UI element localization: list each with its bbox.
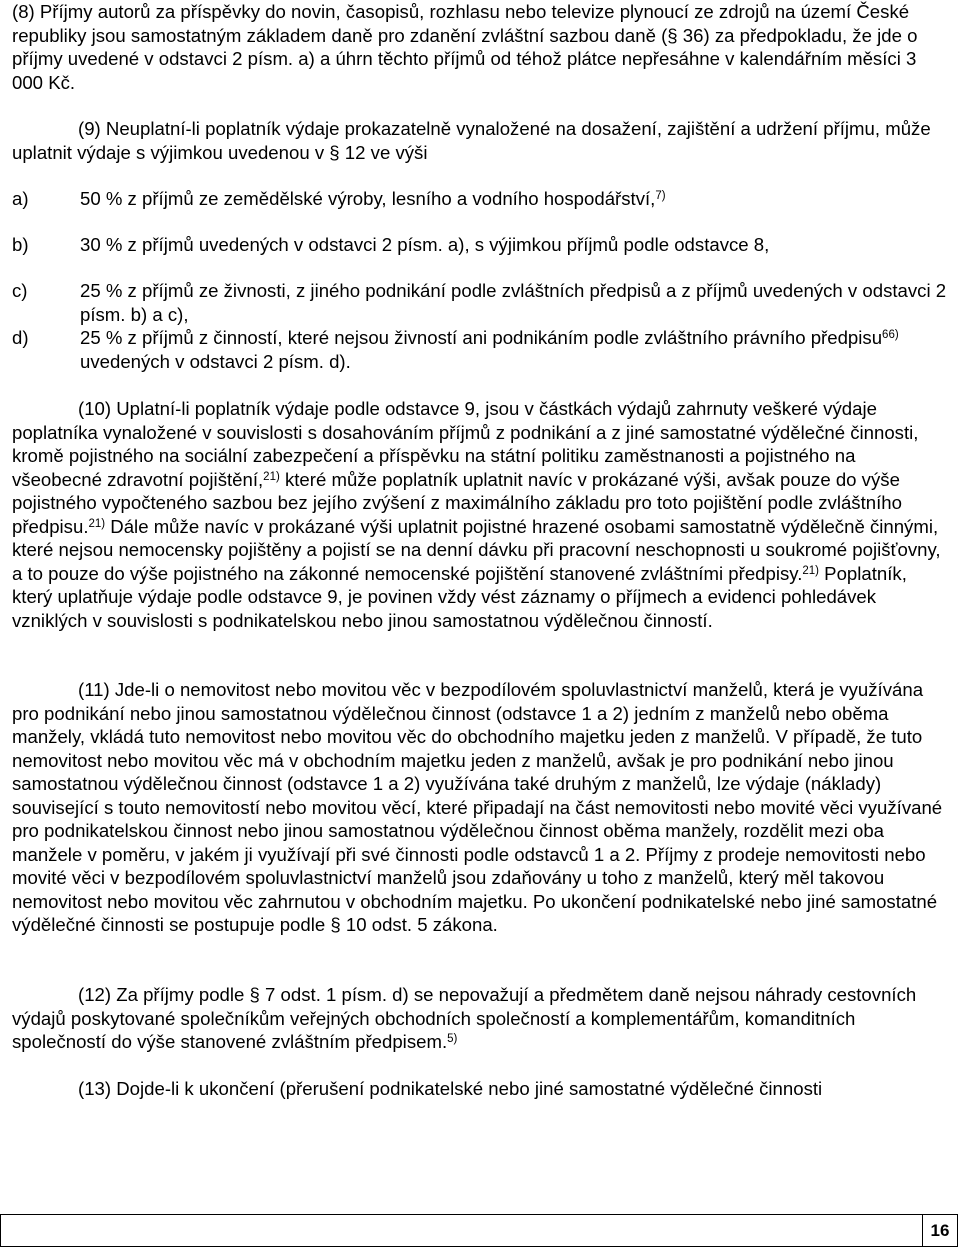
paragraph-8: [12, 0, 950, 94]
paragraph-10-part-a: (10) Uplatní-li poplatník výdaje podle odstavce 9, jsou v částkách výdajů zahrnuty veškeré výdaje poplatníka vynaložené v souvislosti s dosahováním příjmů z podnikání a z jiné samostatné výdělečné činnosti, kromě pojistného na sociální zabezpečení a příspěvku na státní politiku zaměstnanosti a pojistného na všeobecné zdravotní pojištění,: [12, 398, 919, 490]
page-number: 16: [922, 1215, 957, 1246]
list-item-text: 25 % z příjmů ze živnosti, z jiného podnikání podle zvláštních předpisů a z příjmů uvedených v odstavci 2 písm. b) a c),: [80, 280, 947, 325]
list-item-text-body: 50 % z příjmů ze zemědělské výroby, lesního a vodního hospodářství,: [80, 188, 656, 209]
list-item-marker: a): [12, 188, 29, 209]
footnote-ref: 21): [88, 517, 106, 530]
paragraph-8-text: (8) Příjmy autorů za příspěvky do novin, časopisů, rozhlasu nebo televize plynoucí ze zdrojů na území České republiky jsou samostatným základem daně pro zdanění zvláštní sazbou daně (§ 36) za předpokladu, že jde o příjmy uvedené v odstavci 2 písm. a) a úhrn těchto příjmů od téhož plátce nepřesáhne v kalendářním měsíci 3 000 Kč.: [12, 1, 918, 93]
list-item-marker: d): [12, 327, 29, 348]
footnote-ref: 5): [447, 1033, 458, 1045]
footnote-ref: 21): [263, 470, 280, 483]
list-item-marker: c): [12, 280, 28, 301]
list-item-text-body: 25 % z příjmů z činností, které nejsou živností ani podnikáním podle zvláštního právního předpisu: [80, 327, 883, 348]
footnote-ref: 66): [882, 329, 899, 341]
list-item-text: 30 % z příjmů uvedených v odstavci 2 písm. a), s výjimkou příjmů podle odstavce 8,: [80, 234, 770, 255]
list-item-text-tail: uvedených v odstavci 2 písm. d).: [80, 350, 351, 372]
paragraph-10-part-d: Poplatník, který uplatňuje výdaje podle odstavce 9, je povinen vždy vést záznamy o příjmech a evidenci pohledávek vzniklých v souvislosti s podnikatelskou nebo jinou samostatnou výdělečnou činností.: [12, 562, 907, 631]
paragraph-12-text: (12) Za příjmy podle § 7 odst. 1 písm. d) se nepovažují a předmětem daně nejsou náhrady cestovních výdajů poskytované společníkům veřejných obchodních společností a komplementářům, komanditních společností do výše stanovené zvláštním předpisem.: [12, 984, 917, 1052]
list-item-text: [80, 326, 950, 373]
paragraph-11: [12, 678, 950, 937]
list-item-text: [80, 187, 950, 211]
paragraph-10-part-b: které může poplatník uplatnit navíc v prokázané výši, avšak pouze do výše pojistného vypočteného sazbou bez jejího zvýšení z maximálního základu pro toto pojištění podle zvláštního předpisu.: [12, 468, 902, 537]
list-item-c: [12, 279, 950, 326]
paragraph-13-text: (13) Dojde-li k ukončení (přerušení podnikatelské nebo jiné samostatné výdělečné činnosti: [78, 1078, 823, 1099]
list-item-b: [12, 233, 950, 257]
paragraph-11-text: (11) Jde-li o nemovitost nebo movitou věc v bezpodílovém spoluvlastnictví manželů, která je využívána pro podnikání nebo jinou samostatnou výdělečnou činnost (odstavce 1 a 2) jedním z manželů nebo oběma manžely, vkládá tuto nemovitost nebo movitou věc do obchodního majetku jeden z manželů. V případě, že tuto nemovitost nebo movitou věc má v obchodním majetku jeden z manželů, avšak je pro podnikání nebo jinou samostatnou výdělečnou činnost (odstavce 1 a 2) využívána také druhým z manželů, lze výdaje (náklady) související s touto nemovitostí nebo movitou věcí, které připadají na část nemovitosti nebo movité věci využívané pro podnikatelskou činnost nebo jinou samostatnou výdělečnou činnost oběma manžely, rozdělit mezi oba manžele v poměru, v jakém ji využívají při své činnosti podle odstavců 1 a 2. Příjmy z prodeje nemovitosti nebo movité věci v bezpodílovém spoluvlastnictví manželů jsou zdaňovány u toho z manželů, který měl takovou nemovitost nebo movitou věc zahrnutou v obchodním majetku. Po ukončení podnikatelské nebo jiné samostatné výdělečné činnosti se postupuje podle § 10 odst. 5 zákona.: [12, 679, 943, 935]
paragraph-10: [12, 397, 950, 632]
footnote-ref: 21): [802, 564, 819, 577]
paragraph-12: [12, 983, 950, 1054]
page-footer: [0, 1214, 958, 1247]
list-item-d: [12, 326, 950, 373]
paragraph-9-intro: [12, 117, 950, 164]
list-item-marker: b): [12, 234, 29, 255]
paragraph-9-intro-text: (9) Neuplatní-li poplatník výdaje prokazatelně vynaložené na dosažení, zajištění a udržení příjmu, může uplatnit výdaje s výjimkou uvedenou v § 12 ve výši: [12, 118, 931, 163]
list-item-a: [12, 187, 950, 211]
paragraph-10-part-c: Dále může navíc v prokázané výši uplatnit pojistné hrazené osobami samostatně výdělečně činnými, které nejsou nemocensky pojištěny a pojistí se na denní dávku při pracovní neschopnosti u soukromé pojišťovny, a to pouze do výše pojistného na zákonné nemocenské pojištění stanovené zvláštními předpisy.: [12, 515, 941, 584]
footnote-ref: 7): [655, 190, 666, 202]
paragraph-13: [12, 1077, 950, 1101]
